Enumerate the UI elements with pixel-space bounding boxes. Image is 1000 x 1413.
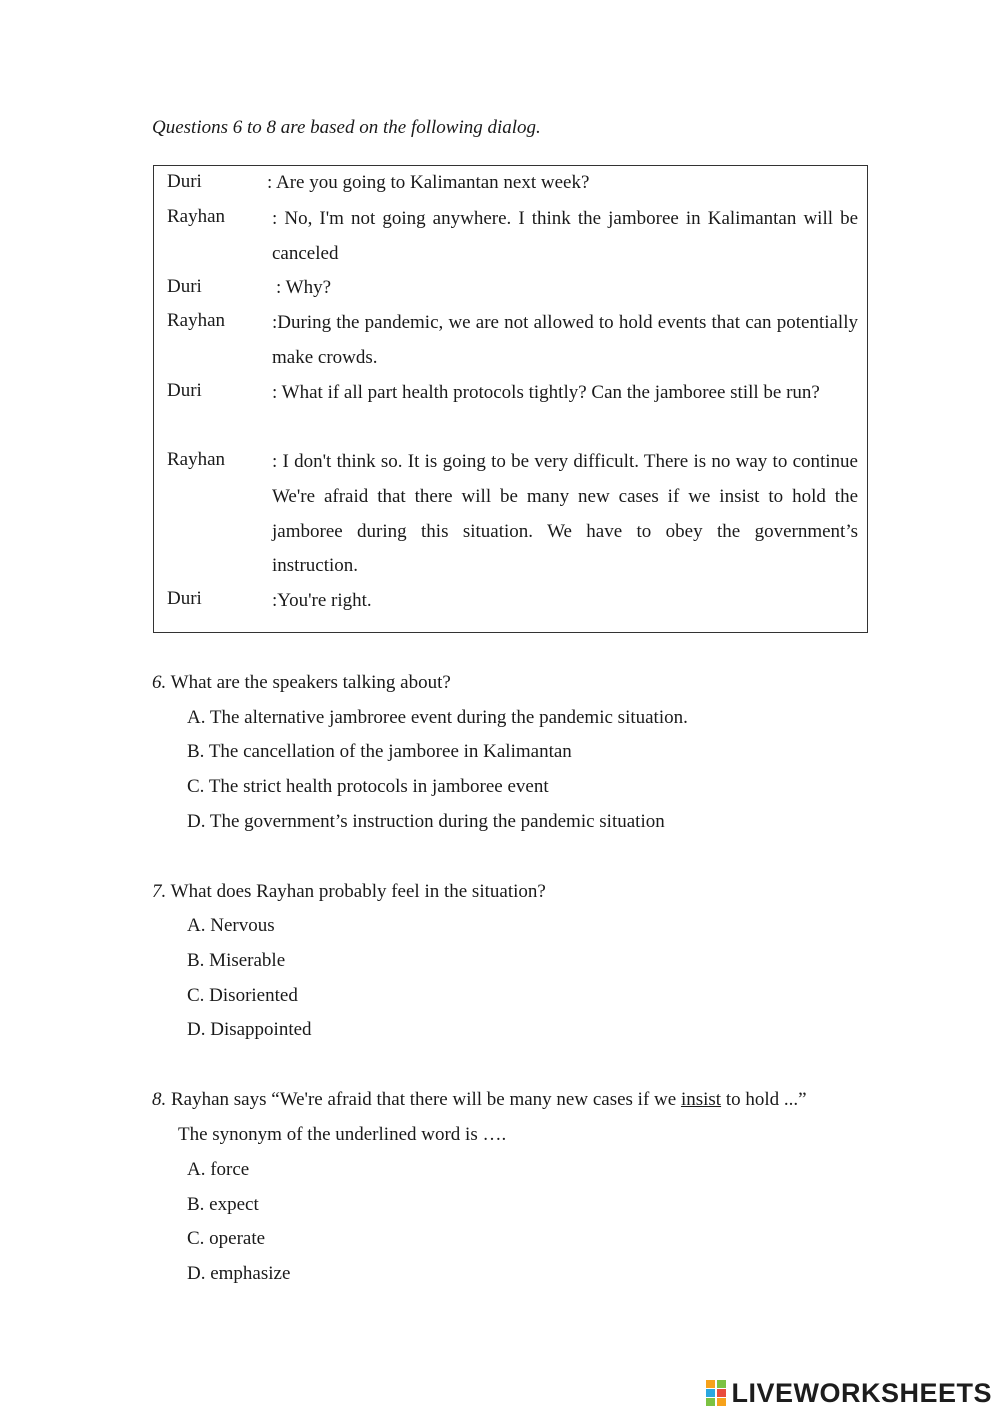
liveworksheets-logo-icon	[705, 1379, 727, 1407]
option-6a[interactable]: A. The alternative jambroree event during the pandemic situation.	[187, 707, 688, 728]
option-7b[interactable]: B. Miserable	[187, 950, 286, 971]
logo-text: LIVEWORKSHEETS	[731, 1377, 992, 1408]
underlined-word: insist	[680, 1089, 722, 1110]
speech-text: : I don't think so. It is going to be very difficult. There is no way to continue We're afraid that there will be many new cases if we insist to hold the jamboree during this situation. We have to obey the government’s instruction.	[272, 451, 858, 577]
option-6d[interactable]: D. The government’s instruction during the pandemic situation	[187, 811, 665, 832]
speaker-name: Rayhan	[167, 449, 226, 470]
liveworksheets-logo[interactable]	[705, 1375, 992, 1411]
option-8a[interactable]: A. force	[187, 1159, 250, 1180]
option-6b[interactable]: B. The cancellation of the jamboree in Kalimantan	[187, 741, 572, 762]
option-7d[interactable]: D. Disappointed	[187, 1019, 312, 1040]
intro-text: Questions 6 to 8 are based on the following dialog.	[152, 117, 541, 138]
question-text: Rayhan says “We're afraid that there will be many new cases if we	[171, 1089, 677, 1110]
option-6c[interactable]: C. The strict health protocols in jamboree event	[187, 776, 549, 797]
speaker-name: Duri	[167, 588, 202, 609]
speaker-name: Rayhan	[167, 206, 226, 227]
question-8	[152, 1089, 807, 1111]
speech-text: : Are you going to Kalimantan next week?	[267, 172, 590, 193]
question-number: 8.	[152, 1089, 167, 1110]
option-7c[interactable]: C. Disoriented	[187, 985, 298, 1006]
option-8c[interactable]: C. operate	[187, 1228, 266, 1249]
option-8b[interactable]: B. expect	[187, 1194, 259, 1215]
speech-text: : Why?	[276, 277, 332, 298]
question-text: What are the speakers talking about?	[170, 672, 451, 693]
speaker-name: Rayhan	[167, 310, 226, 331]
question-number: 6.	[152, 672, 167, 693]
speech-text: :During the pandemic, we are not allowed to hold events that can potentially make crowds.	[272, 312, 858, 368]
speaker-name: Duri	[167, 276, 202, 297]
speaker-name: Duri	[167, 380, 202, 401]
option-8d[interactable]: D. emphasize	[187, 1263, 291, 1284]
question-text-end: to hold ...”	[725, 1089, 807, 1110]
question-6	[152, 672, 451, 694]
speech-text: : What if all part health protocols tightly? Can the jamboree still be run?	[272, 382, 820, 403]
dialog-box	[153, 165, 868, 633]
option-7a[interactable]: A. Nervous	[187, 915, 275, 936]
speech-text: : No, I'm not going anywhere. I think the jamboree in Kalimantan will be canceled	[272, 208, 858, 264]
question-continuation: The synonym of the underlined word is ….	[178, 1124, 507, 1145]
question-7	[152, 881, 546, 903]
speaker-name: Duri	[167, 171, 202, 192]
speech-text: :You're right.	[272, 590, 372, 611]
question-number: 7.	[152, 881, 167, 902]
question-text: What does Rayhan probably feel in the situation?	[170, 881, 546, 902]
